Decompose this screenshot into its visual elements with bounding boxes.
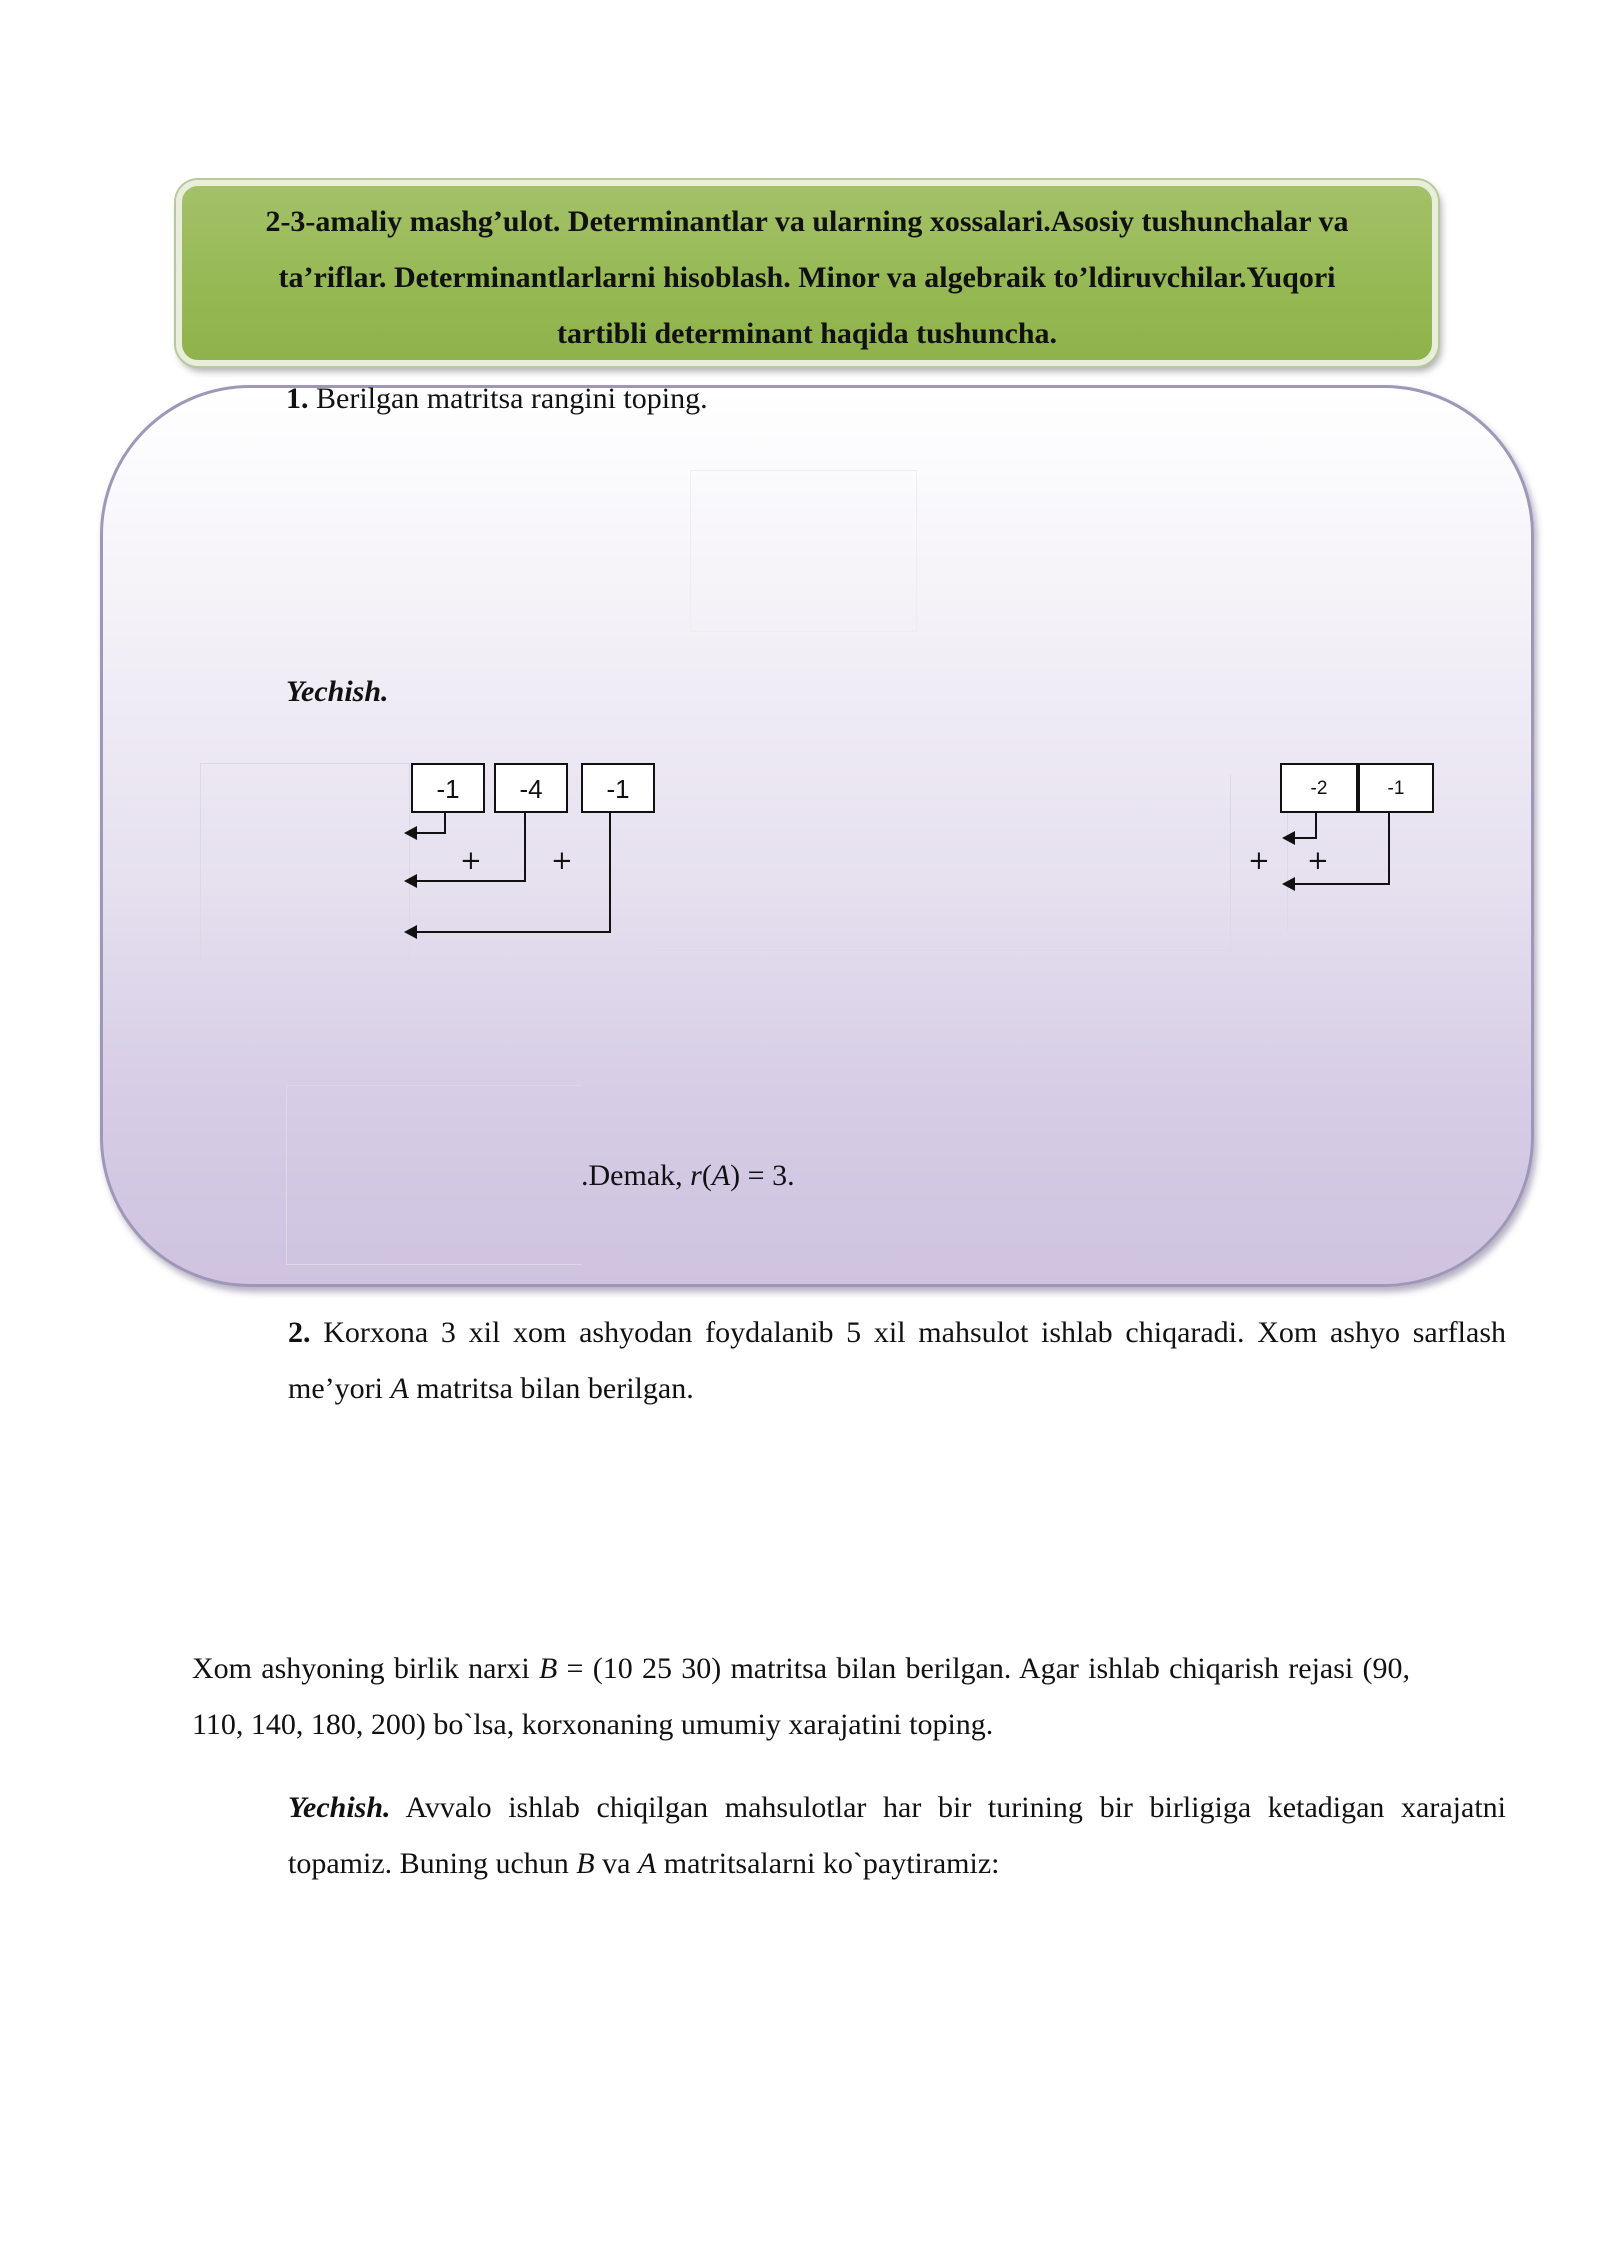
result-matrix-placeholder — [286, 1085, 582, 1265]
row-op-cell-2: -4 — [494, 763, 568, 813]
solution-text-a: Avvalo ishlab chiqilgan mahsulotlar har bir turining bir birligiga ketadigan xarajatni topamiz. Buning uchun — [288, 1791, 1506, 1880]
plus-sign-4: + — [1307, 846, 1329, 876]
section-title-line-2: ta’riflar. Determinantlarlarni hisoblash. Minor va algebraik to’ldiruvchilar.Yuqori — [278, 261, 1336, 294]
plus-sign-1: + — [460, 846, 482, 876]
task2-var-A: A — [390, 1372, 409, 1405]
task2-solution-label: Yechish. — [288, 1791, 391, 1824]
row-op-cell-5: -1 — [1358, 763, 1434, 813]
row-op-cell-3: -1 — [581, 763, 655, 813]
row-op-cell-4: -2 — [1280, 763, 1358, 813]
conclusion-open-paren: ( — [701, 1159, 712, 1192]
section-title-line-3: tartibli determinant haqida tushuncha. — [556, 317, 1058, 350]
task1-conclusion — [581, 1159, 795, 1193]
task2-number: 2. — [288, 1316, 311, 1349]
conclusion-prefix: .Demak, — [581, 1159, 691, 1192]
rank-symbol: r — [690, 1159, 702, 1192]
task2-text-a: Korxona 3 xil xom ashyodan foydalanib 5 xil mahsulot ishlab chiqaradi. Xom ashyo sarflash me’yori — [288, 1316, 1506, 1405]
plus-sign-3: + — [1248, 846, 1270, 876]
row-op-cell-1: -1 — [411, 763, 485, 813]
task2-solution-paragraph — [192, 1780, 1506, 1892]
price-text-b: = (10 25 30) matritsa bilan berilgan. Agar ishlab chiqarish rejasi (90, 110, 140, 180, 200) bo`lsa, korxonaning umumiy xarajatini toping. — [192, 1652, 1410, 1741]
conclusion-result: ) = 3. — [730, 1159, 795, 1192]
task2-price-paragraph — [192, 1641, 1410, 1753]
plus-sign-2: + — [551, 846, 573, 876]
solution-var-A: A — [637, 1847, 657, 1880]
solution-var-B: B — [576, 1847, 595, 1880]
section-title-line-1: 2-3-amaliy mashg’ulot. Determinantlar va ularning xossalari.Asosiy tushunchalar va — [265, 205, 1349, 238]
task1-text: Berilgan matritsa rangini toping. — [308, 382, 708, 415]
task2-statement — [192, 1305, 1506, 1417]
task1-solution-label: Yechish. — [286, 675, 389, 708]
price-text-a: Xom ashyoning birlik narxi — [192, 1652, 539, 1685]
task1-number: 1. — [286, 382, 309, 415]
price-var-B: B — [538, 1652, 558, 1685]
solution-text-mid: va — [594, 1847, 638, 1880]
task2-text-b: matritsa bilan berilgan. — [408, 1372, 694, 1405]
matrix-symbol: A — [711, 1159, 731, 1192]
solution-text-b: matritsalarni ko`paytiramiz: — [656, 1847, 1000, 1880]
